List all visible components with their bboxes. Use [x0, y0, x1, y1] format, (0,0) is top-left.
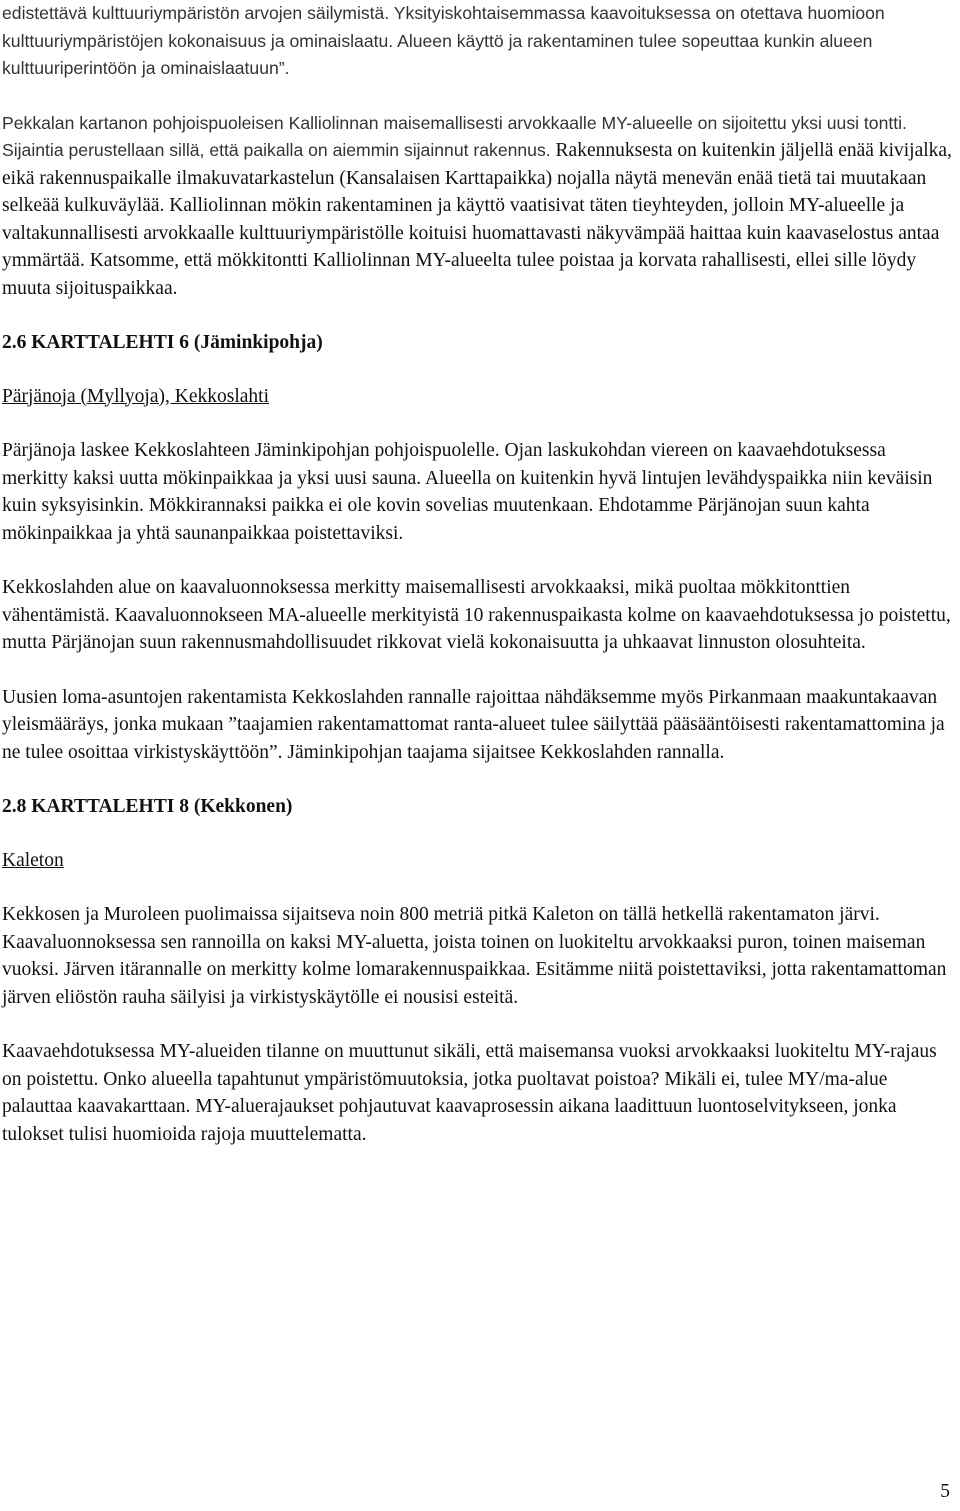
document-page — [2, 0, 952, 1175]
paragraph-text-serif: Rakennuksesta on kuitenkin jäljellä enää kivijalka, eikä rakennuspaikalle ilmakuvatarkastelun (Kansalaisen Karttapaikka) nojalla näytä menevän enää tietä tai muutakaan selkeää kulkuväylää. Kalliolinnan mökin rakentaminen ja käyttö vaatisivat täten tieyhteyden, jolloin MY-alueelle ja valtakunnallisesti arvokkaalle kulttuuriympäristölle koituisi huomattavasti näkyvämpää haittaa kuin kaavaselostus antaa ymmärtää. Katsomme, että mökkitontti Kalliolinnan MY-alueelta tulee poistaa ja korvata rahallisesti, ellei sille löydy muuta sijoituspaikkaa. — [2, 140, 952, 299]
paragraph-my-alueet — [2, 1038, 952, 1148]
paragraph-kalliolinna — [2, 110, 952, 303]
paragraph-rantaalueet — [2, 684, 952, 767]
paragraph-text: Uusien loma-asuntojen rakentamista Kekkoslahden rannalle rajoittaa nähdäksemme myös Pirkanmaan maakuntakaavan yleismääräys, jonka mukaan ”taajamien rakentamattomat ranta-alueet tulee säilyttää pääsääntöisesti rakentamattomina ja ne tulee osoittaa virkistyskäyttöön”. Jäminkipohjan taajama sijaitsee Kekkoslahden rannalla. — [2, 686, 945, 763]
paragraph-parjanoja — [2, 437, 952, 547]
paragraph-text: Kekkosen ja Muroleen puolimaissa sijaitseva noin 800 metriä pitkä Kaleton on tällä hetkellä rakentamaton järvi. Kaavaluonnoksessa sen rannoilla on kaksi MY-aluetta, joista toinen on luokiteltu arvokkaaksi puron, toinen maiseman vuoksi. Järven itärannalle on merkitty kolme lomarakennuspaikkaa. Esitämme niitä poistettaviksi, jotta rakentamattoman järven eliöstön rauha säilyisi ja virkistyskäytölle ei nousisi esteitä. — [2, 904, 947, 1008]
paragraph-text: edistettävä kulttuuriympäristön arvojen säilymistä. Yksityiskohtaisemmassa kaavoituksessa on otettava huomioon kulttuuriympäristöjen kokonaisuus ja ominaislaatu. Alueen käyttö ja rakentaminen tulee sopeuttaa kunkin alueen kulttuuriperintöön ja ominaislaatuun”. — [2, 3, 885, 78]
page-number: 5 — [940, 1481, 950, 1502]
paragraph-text: Kaavaehdotuksessa MY-alueiden tilanne on muuttunut sikäli, että maisemansa vuoksi arvokkaaksi luokiteltu MY-rajaus on poistettu. Onko alueella tapahtunut ympäristömuutoksia, jotka puoltavat poistoa? Mikäli ei, tulee MY/ma-alue palauttaa kaavakarttaan. MY-aluerajaukset pohjautuvat kaavaprosessin aikana laadittuun luontoselvitykseen, jonka tulokset tulisi huomioida rajoja muuttelematta. — [2, 1041, 937, 1145]
paragraph-text: Kekkoslahden alue on kaavaluonnoksessa merkitty maisemallisesti arvokkaaksi, mikä puoltaa mökkitonttien vähentämistä. Kaavaluonnokseen MA-alueelle merkityistä 10 rakennuspaikasta kolme on kaavaehdotuksessa jo poistettu, mutta Pärjänojan suun rakennusmahdollisuudet rikkovat vielä kokonaisuutta ja uhkaavat linnuston olosuhteita. — [2, 577, 951, 653]
paragraph-text-sans: Pekkalan kartanon pohjoispuoleisen Kalliolinnan maisemallisesti arvokkaalle MY-alueelle on sijoitettu yksi uusi tontti. Sijaintia perustellaan sillä, että paikalla on aiemmin sijainnut rakennus. — [2, 112, 907, 160]
paragraph-heritage — [2, 0, 952, 83]
paragraph-kekkoslahti — [2, 574, 952, 657]
subheading-kaleton: Kaleton — [2, 849, 64, 871]
section-heading-2-6: 2.6 KARTTALEHTI 6 (Jäminkipohja) — [2, 332, 323, 353]
section-heading-2-8: 2.8 KARTTALEHTI 8 (Kekkonen) — [2, 796, 293, 817]
paragraph-text: Pärjänoja laskee Kekkoslahteen Jäminkipohjan pohjoispuolelle. Ojan laskukohdan viereen on kaavaehdotuksessa merkitty kaksi uutta mökinpaikkaa ja yksi uusi sauna. Alueella on kuitenkin hyvä lintujen levähdyspaikka niin keväisin kuin syksyisinkin. Mökkirannaksi paikka ei ole kovin sovelias muutenkaan. Ehdotamme Pärjänojan suun kahta mökinpaikkaa ja yhtä saunanpaikkaa poistettaviksi. — [2, 440, 933, 544]
subheading-parjanoja: Pärjänoja (Myllyoja), Kekkoslahti — [2, 385, 269, 407]
paragraph-kaleton — [2, 901, 952, 1011]
